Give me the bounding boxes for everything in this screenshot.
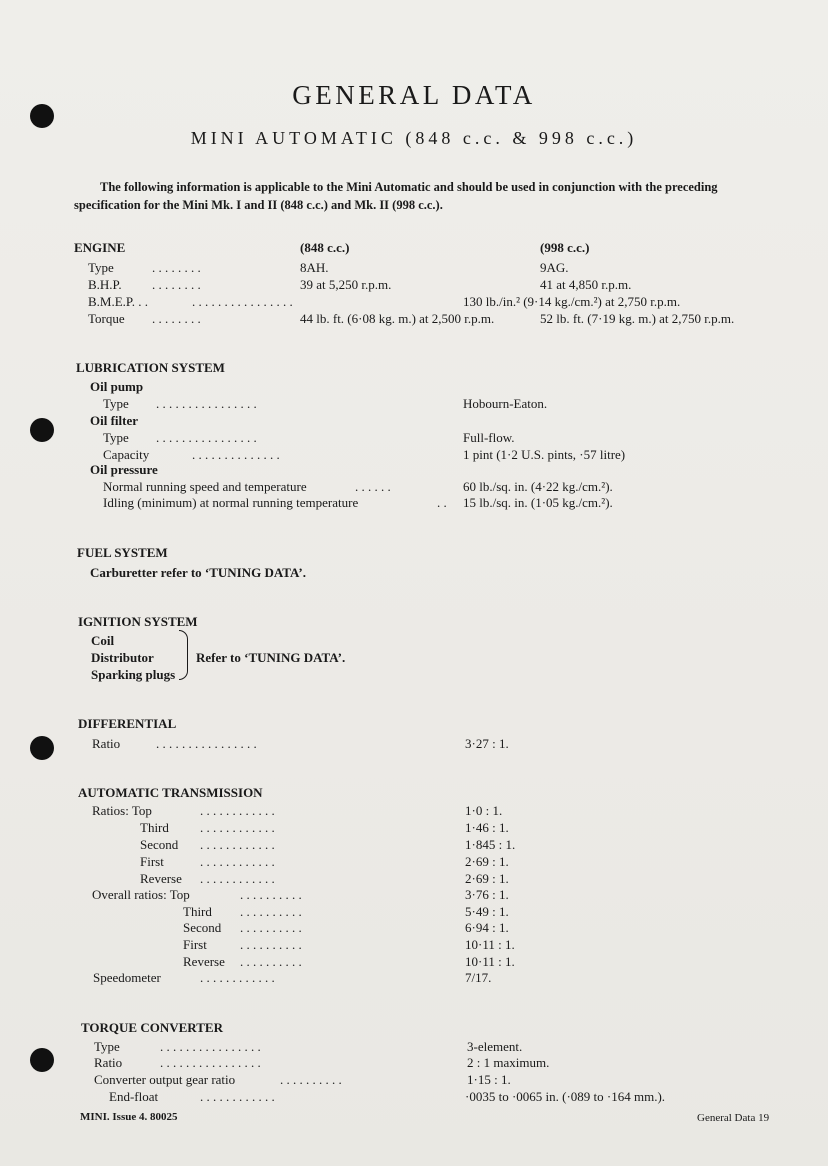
ratio-top-value: 1·0 : 1. [465, 803, 503, 818]
overall-top-label: Overall ratios: Top [92, 887, 190, 902]
leader-dots: . . . . . . . . . . . . [200, 871, 275, 886]
page-title: GENERAL DATA [292, 80, 536, 110]
engine-bhp-998: 41 at 4,850 r.p.m. [540, 277, 632, 292]
leader-dots: . . . . . . . . . . . . . . . . [156, 430, 257, 445]
converter-type-label: Type [94, 1039, 120, 1054]
pump-type-value: Hobourn-Eaton. [463, 396, 548, 411]
leader-dots: . . . . . . . . [152, 277, 201, 292]
normal-pressure-label: Normal running speed and temperature [103, 479, 307, 494]
intro-paragraph: The following information is applicable to the Mini Automatic and should be used in conjunction with the preceding specification for the Mini Mk. I and II (848 c.c.) and Mk. II (998 c.c.). [74, 180, 718, 212]
converter-gear-label: Converter output gear ratio [94, 1072, 236, 1087]
ratio-third-value: 1·46 : 1. [465, 820, 509, 835]
filter-type-label: Type [103, 430, 129, 445]
leader-dots: . . . . . . . . . . . . [200, 1089, 275, 1104]
overall-reverse-label: Reverse [183, 954, 225, 969]
leader-dots: . . . . . . . . [152, 260, 201, 275]
engine-type-label: Type [88, 260, 114, 275]
overall-second-label: Second [183, 920, 222, 935]
overall-third-value: 5·49 : 1. [465, 904, 509, 919]
speedometer-value: 7/17. [465, 970, 492, 985]
ratio-second-value: 1·845 : 1. [465, 837, 516, 852]
ignition-refer-text: Refer to ‘TUNING DATA’. [196, 650, 346, 665]
diff-ratio-value: 3·27 : 1. [465, 736, 509, 751]
converter-endfloat-label: End-float [109, 1089, 159, 1104]
oil-pump-subheading: Oil pump [90, 379, 144, 394]
overall-third-label: Third [183, 904, 212, 919]
speedometer-label: Speedometer [93, 970, 161, 985]
leader-dots: . . . . . . . . . . . . [200, 803, 275, 818]
fuel-carburetter-text: Carburetter refer to ‘TUNING DATA’. [90, 565, 307, 580]
leader-dots: . . . . . . . . . . [240, 937, 302, 952]
converter-type-value: 3-element. [467, 1039, 523, 1054]
leader-dots: . . . . . . . . [152, 311, 201, 326]
leader-dots: . . . . . . . . . . . . . . . . [192, 294, 293, 309]
overall-top-value: 3·76 : 1. [465, 887, 509, 902]
engine-bhp-848: 39 at 5,250 r.p.m. [300, 277, 392, 292]
engine-torque-998: 52 lb. ft. (7·19 kg. m.) at 2,750 r.p.m. [540, 311, 735, 326]
converter-gear-value: 1·15 : 1. [467, 1072, 511, 1087]
ratios-second-label: Second [140, 837, 179, 852]
ratios-third-label: Third [140, 820, 169, 835]
capacity-label: Capacity [103, 447, 150, 462]
engine-bmep-label: B.M.E.P. . . [88, 294, 148, 309]
leader-dots: . . . . . . . . . . . . . . . . [156, 736, 257, 751]
engine-type-998: 9AG. [540, 260, 569, 275]
engine-col-998: (998 c.c.) [540, 240, 590, 255]
leader-dots: . . [437, 495, 447, 510]
overall-first-label: First [183, 937, 207, 952]
converter-endfloat-value: ·0035 to ·0065 in. (·089 to ·164 mm.). [465, 1089, 666, 1104]
leader-dots: . . . . . . . . . . . . [200, 820, 275, 835]
oil-pressure-subheading: Oil pressure [90, 462, 158, 477]
leader-dots: . . . . . . . . . . . . [200, 970, 275, 985]
capacity-value: 1 pint (1·2 U.S. pints, ·57 litre) [463, 447, 626, 462]
converter-ratio-value: 2 : 1 maximum. [467, 1055, 550, 1070]
ignition-sparking-plugs: Sparking plugs [91, 667, 176, 682]
leader-dots: . . . . . . . . . . . . . . . . [156, 396, 257, 411]
transmission-heading: AUTOMATIC TRANSMISSION [78, 785, 263, 800]
lubrication-heading: LUBRICATION SYSTEM [76, 360, 225, 375]
fuel-heading: FUEL SYSTEM [77, 545, 168, 560]
ignition-distributor: Distributor [91, 650, 154, 665]
engine-heading: ENGINE [74, 240, 126, 255]
engine-bmep-value: 130 lb./in.² (9·14 kg./cm.²) at 2,750 r.p.m. [463, 294, 681, 309]
engine-type-848: 8AH. [300, 260, 329, 275]
leader-dots: . . . . . . . . . . . . . . . . [160, 1039, 261, 1054]
overall-reverse-value: 10·11 : 1. [465, 954, 515, 969]
differential-heading: DIFFERENTIAL [78, 716, 177, 731]
binder-hole [30, 1048, 54, 1072]
ignition-heading: IGNITION SYSTEM [78, 614, 198, 629]
converter-ratio-label: Ratio [94, 1055, 123, 1070]
leader-dots: . . . . . . . . . . [240, 904, 302, 919]
engine-torque-848: 44 lb. ft. (6·08 kg. m.) at 2,500 r.p.m. [300, 311, 495, 326]
overall-first-value: 10·11 : 1. [465, 937, 515, 952]
footer-page-number: General Data 19 [697, 1112, 770, 1124]
binder-hole [30, 418, 54, 442]
leader-dots: . . . . . . . . . . . . [200, 837, 275, 852]
normal-pressure-value: 60 lb./sq. in. (4·22 kg./cm.²). [463, 479, 613, 494]
idling-pressure-label: Idling (minimum) at normal running temperature [103, 495, 359, 510]
engine-torque-label: Torque [88, 311, 125, 326]
brace-symbol [179, 630, 188, 680]
ratios-reverse-label: Reverse [140, 871, 182, 886]
converter-heading: TORQUE CONVERTER [81, 1020, 223, 1035]
leader-dots: . . . . . . . . . . . . [200, 854, 275, 869]
leader-dots: . . . . . . . . . . [280, 1072, 342, 1087]
diff-ratio-label: Ratio [92, 736, 121, 751]
leader-dots: . . . . . . . . . . [240, 920, 302, 935]
leader-dots: . . . . . . . . . . . . . . . . [160, 1055, 261, 1070]
leader-dots: . . . . . . . . . . . . . . [192, 447, 280, 462]
leader-dots: . . . . . . . . . . [240, 954, 302, 969]
ratio-reverse-value: 2·69 : 1. [465, 871, 509, 886]
binder-hole [30, 736, 54, 760]
idling-pressure-value: 15 lb./sq. in. (1·05 kg./cm.²). [463, 495, 613, 510]
filter-type-value: Full-flow. [463, 430, 515, 445]
ratios-first-label: First [140, 854, 164, 869]
ratios-top-label: Ratios: Top [92, 803, 152, 818]
ratio-first-value: 2·69 : 1. [465, 854, 509, 869]
engine-col-848: (848 c.c.) [300, 240, 350, 255]
oil-filter-subheading: Oil filter [90, 413, 139, 428]
footer-issue: MINI. Issue 4. 80025 [80, 1111, 178, 1123]
pump-type-label: Type [103, 396, 129, 411]
leader-dots: . . . . . . [355, 479, 391, 494]
leader-dots: . . . . . . . . . . [240, 887, 302, 902]
page-subtitle: MINI AUTOMATIC (848 c.c. & 998 c.c.) [190, 128, 638, 148]
overall-second-value: 6·94 : 1. [465, 920, 509, 935]
engine-bhp-label: B.H.P. [88, 277, 122, 292]
ignition-coil: Coil [91, 633, 115, 648]
